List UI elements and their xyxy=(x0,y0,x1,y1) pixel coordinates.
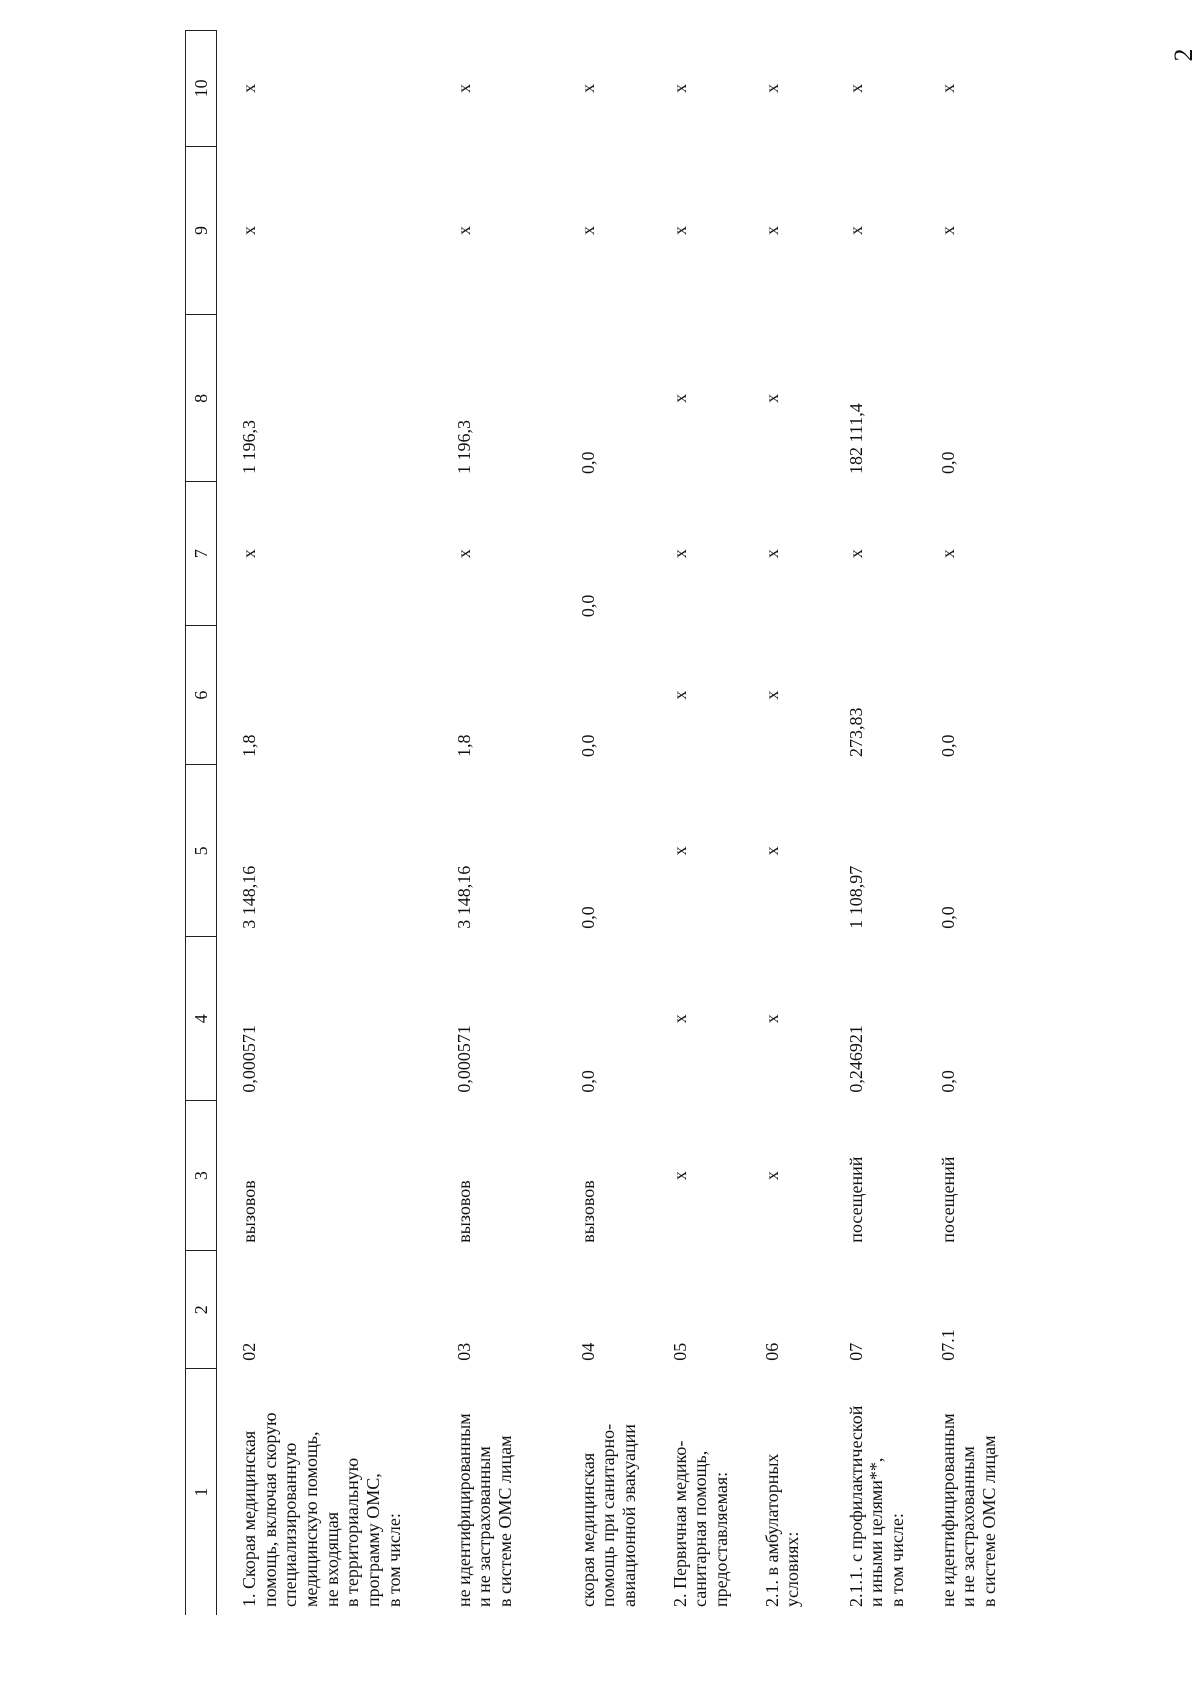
cell-col7: x xyxy=(761,549,782,559)
cell-col8: 0,0 xyxy=(577,451,598,474)
cell-col10: x xyxy=(453,83,474,93)
row-code: 04 xyxy=(577,1342,598,1361)
table-row xyxy=(648,31,740,1616)
cell-col5: 3 148,16 xyxy=(453,865,474,929)
cell-col6: x xyxy=(761,690,782,700)
column-header: 5 xyxy=(186,765,217,937)
column-header: 6 xyxy=(186,625,217,765)
row-name-line: 2. Первичная медико- xyxy=(669,1440,690,1607)
cell-col6: 273,83 xyxy=(845,707,866,757)
cell-col8: 0,0 xyxy=(937,451,958,474)
row-name-line: в том числе: xyxy=(887,1513,907,1607)
table-row xyxy=(916,31,1008,1616)
row-unit: посещений xyxy=(937,1156,958,1243)
row-name-line: скорая медицинская xyxy=(577,1452,598,1607)
table-row xyxy=(824,31,916,1616)
cell-col7: x xyxy=(937,549,958,559)
row-unit: посещений xyxy=(845,1156,866,1243)
row-name-line: в системе ОМС лицам xyxy=(494,1435,515,1607)
row-unit: x xyxy=(669,1171,690,1181)
row-name-line: не идентифицированным xyxy=(937,1413,958,1607)
row-unit: x xyxy=(761,1171,782,1181)
row-code: 07.1 xyxy=(937,1329,958,1361)
row-name-line: помощь при санитарно- xyxy=(598,1423,619,1607)
row-name-line: в том числе: xyxy=(383,1513,404,1607)
row-name-line: в системе ОМС лицам xyxy=(979,1435,1000,1607)
cell-col6: 0,0 xyxy=(577,734,598,757)
column-header: 8 xyxy=(186,315,217,482)
row-name-line: авиационной эвакуации xyxy=(618,1424,639,1607)
cell-col4: 0,000571 xyxy=(239,1025,259,1093)
row-name-line: предоставляемая: xyxy=(710,1471,731,1607)
cell-col10: x xyxy=(239,83,259,93)
cell-col10: x xyxy=(761,83,782,93)
row-name xyxy=(556,1369,648,1615)
row-name-line: 2.1.1. с профилактической xyxy=(845,1405,866,1607)
row-name-line: 1. Скорая медицинская xyxy=(239,1430,259,1607)
column-header: 1 xyxy=(186,1369,217,1615)
row-name xyxy=(432,1369,556,1615)
row-name-line: санитарная помощь, xyxy=(690,1450,711,1607)
cell-col9: x xyxy=(937,226,958,235)
row-name-line: не входящая xyxy=(321,1512,342,1607)
row-code: 05 xyxy=(669,1342,690,1361)
header-row xyxy=(186,31,217,1616)
row-name xyxy=(824,1369,916,1615)
cell-col5: 1 108,97 xyxy=(845,865,866,929)
row-unit: вызовов xyxy=(453,1180,474,1243)
cell-col7: x xyxy=(669,549,690,559)
row-name-line: и не застрахованным xyxy=(474,1446,495,1607)
row-unit: вызовов xyxy=(577,1180,598,1243)
cell-col8: 1 196,3 xyxy=(239,419,259,474)
table-row xyxy=(217,31,432,1616)
table-row xyxy=(740,31,824,1616)
data-table xyxy=(185,30,1008,1615)
cell-col7: x xyxy=(453,549,474,559)
row-name-line: 2.1. в амбулаторных xyxy=(761,1453,782,1607)
cell-col8: 1 196,3 xyxy=(453,419,474,474)
row-code: 02 xyxy=(239,1342,259,1361)
row-name-line: специализированную xyxy=(280,1442,301,1607)
column-header: 3 xyxy=(186,1101,217,1251)
cell-col4: 0,000571 xyxy=(453,1025,474,1093)
row-name xyxy=(740,1369,824,1615)
cell-col9: x xyxy=(577,226,598,235)
cell-col9: x xyxy=(761,226,782,235)
cell-col7: 0,0 xyxy=(577,594,598,618)
cell-col9: x xyxy=(669,226,690,235)
row-code: 03 xyxy=(453,1342,474,1361)
cell-col10: x xyxy=(845,83,866,93)
rotated-table-wrapper xyxy=(185,0,1200,1645)
row-name-line: в территориальную xyxy=(342,1457,363,1607)
row-name-line: и не застрахованным xyxy=(958,1446,979,1607)
column-header: 10 xyxy=(186,31,217,147)
cell-col6: 1,8 xyxy=(453,734,474,757)
row-name-line: помощь, включая скорую xyxy=(259,1412,280,1607)
row-name xyxy=(217,1369,432,1615)
column-header: 2 xyxy=(186,1251,217,1369)
row-code: 07 xyxy=(845,1342,866,1361)
cell-col4: 0,0 xyxy=(937,1070,958,1093)
cell-col5: 3 148,16 xyxy=(239,865,259,929)
row-name-line: медицинскую помощь, xyxy=(301,1431,322,1607)
cell-col10: x xyxy=(937,83,958,93)
cell-col8: x xyxy=(761,393,782,403)
page-number: 2 xyxy=(1169,48,1198,62)
row-name-line: условиях: xyxy=(782,1531,803,1607)
cell-col4: x xyxy=(761,1014,782,1024)
cell-col5: 0,0 xyxy=(937,906,958,929)
table-row xyxy=(556,31,648,1616)
cell-col5: x xyxy=(669,846,690,856)
cell-col9: x xyxy=(239,226,259,235)
cell-col4: 0,0 xyxy=(577,1070,598,1093)
column-header: 7 xyxy=(186,482,217,625)
cell-col5: x xyxy=(761,846,782,856)
row-name xyxy=(648,1369,740,1615)
cell-col4: 0,246921 xyxy=(845,1025,866,1093)
row-unit: вызовов xyxy=(239,1180,259,1243)
column-header: 4 xyxy=(186,937,217,1101)
cell-col8: x xyxy=(669,393,690,403)
cell-col6: 0,0 xyxy=(937,734,958,757)
table-row xyxy=(432,31,556,1616)
cell-col6: 1,8 xyxy=(239,734,259,757)
row-name xyxy=(916,1369,1008,1615)
cell-col9: x xyxy=(845,226,866,235)
cell-col7: x xyxy=(239,549,259,559)
cell-col10: x xyxy=(669,83,690,93)
column-header: 9 xyxy=(186,146,217,314)
row-name-line: программу ОМС, xyxy=(363,1473,384,1607)
cell-col10: x xyxy=(577,83,598,93)
cell-col4: x xyxy=(669,1014,690,1024)
cell-col9: x xyxy=(453,226,474,235)
cell-col5: 0,0 xyxy=(577,906,598,929)
cell-col6: x xyxy=(669,690,690,700)
cell-col8: 182 111,4 xyxy=(845,403,866,474)
row-name-line: не идентифицированным xyxy=(453,1413,474,1607)
cell-col7: x xyxy=(845,549,866,559)
row-code: 06 xyxy=(761,1342,782,1361)
row-name-line: и иными целями**, xyxy=(866,1457,887,1607)
